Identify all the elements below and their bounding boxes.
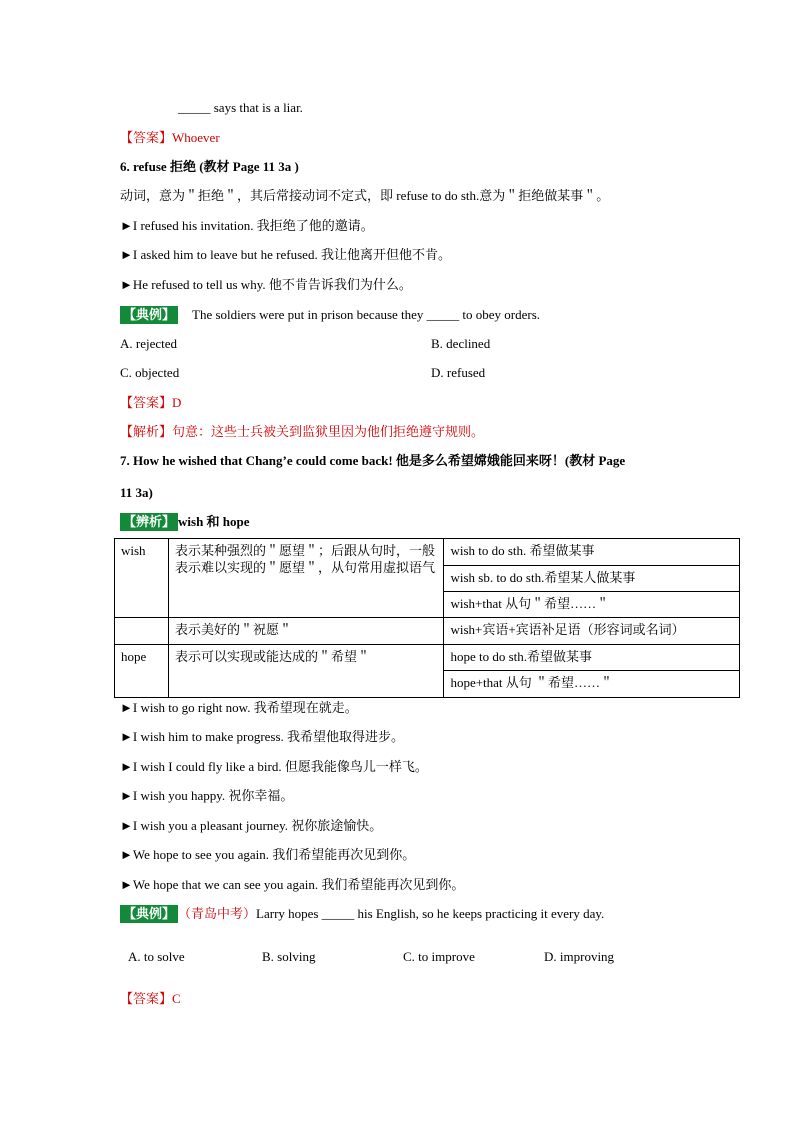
wish-desc-cell: 表示美好的＂祝愿＂ <box>168 618 444 645</box>
option-a: A. rejected <box>120 336 178 351</box>
example-sentence: ►We hope that we can see you again. 我们希望能再次见到你。 <box>120 877 465 892</box>
example-sentence: ►I refused his invitation. 我拒绝了他的邀请。 <box>120 218 374 233</box>
answer-tag: 【答案】 <box>120 991 173 1006</box>
usage-cell: hope+that 从句 ＂希望……＂ <box>444 671 740 698</box>
empty-cell <box>115 618 169 645</box>
option-a: A. to solve <box>128 949 185 964</box>
usage-cell: wish+宾语+宾语补足语（形容词或名词） <box>444 618 740 645</box>
answer-tag: 【答案】 <box>120 130 173 145</box>
usage-cell: wish+that 从句＂希望……＂ <box>444 592 740 618</box>
example-sentence: ►I wish to go right now. 我希望现在就走。 <box>120 700 358 715</box>
example-sentence: ►I wish him to make progress. 我希望他取得进步。 <box>120 729 405 744</box>
answer-line-6 <box>120 394 181 412</box>
wish-desc-cell: 表示某种强烈的＂愿望＂；后跟从句时，一般表示难以实现的＂愿望＂，从句常用虚拟语气 <box>168 539 444 618</box>
option-c: C. objected <box>120 365 180 380</box>
distinguish-line <box>120 513 250 531</box>
distinguish-title: wish 和 hope <box>178 514 250 529</box>
wish-word-cell: wish <box>115 539 169 618</box>
answer-line-7 <box>120 990 181 1008</box>
example-tag: 【典例】 <box>120 905 178 923</box>
section-6-explanation: 动词，意为＂拒绝＂，其后常接动词不定式，即 refuse to do sth.意为＂拒绝做某事＂。 <box>120 188 610 203</box>
answer-value: C <box>172 991 181 1006</box>
question-source: （青岛中考） <box>178 906 257 921</box>
section-7-heading-cont: 11 3a) <box>120 485 153 500</box>
question-text: Larry hopes _____ his English, so he keeps practicing it every day. <box>256 906 605 921</box>
distinguish-tag: 【辨析】 <box>120 513 178 531</box>
answer-value: Whoever <box>172 130 220 145</box>
example-question-6 <box>120 306 540 324</box>
question-text: The soldiers were put in prison because they _____ to obey orders. <box>192 307 541 322</box>
example-sentence: ►I asked him to leave but he refused. 我让他离开但他不肯。 <box>120 247 451 262</box>
option-d: D. improving <box>544 949 615 964</box>
example-sentence: ►I wish you happy. 祝你幸福。 <box>120 788 294 803</box>
example-sentence: ►I wish you a pleasant journey. 祝你旅途愉快。 <box>120 818 383 833</box>
usage-cell: wish sb. to do sth.希望某人做某事 <box>444 566 740 592</box>
example-sentence: ►We hope to see you again. 我们希望能再次见到你。 <box>120 847 416 862</box>
analysis-line-6 <box>120 423 484 441</box>
example-sentence: ►I wish I could fly like a bird. 但愿我能像鸟儿一样飞。 <box>120 759 428 774</box>
question-fill-line: _____ says that is a liar. <box>178 100 303 115</box>
option-c: C. to improve <box>403 949 475 964</box>
usage-cell: wish to do sth. 希望做某事 <box>444 539 740 566</box>
answer-value: D <box>172 395 182 410</box>
option-d: D. refused <box>431 365 486 380</box>
hope-word-cell: hope <box>115 645 169 698</box>
usage-cell: hope to do sth.希望做某事 <box>444 645 740 671</box>
option-b: B. declined <box>431 336 491 351</box>
answer-tag: 【答案】 <box>120 395 173 410</box>
example-tag: 【典例】 <box>120 306 178 324</box>
analysis-tag: 【解析】 <box>120 424 173 439</box>
wish-hope-table <box>114 538 740 698</box>
answer-line-1 <box>120 129 220 147</box>
option-b: B. solving <box>262 949 316 964</box>
section-7-heading: 7. How he wished that Chang’e could come back! 他是多么希望嫦娥能回来呀！(教材 Page <box>120 453 626 468</box>
hope-desc-cell: 表示可以实现或能达成的＂希望＂ <box>168 645 444 698</box>
section-6-heading: 6. refuse 拒绝 (教材 Page 11 3a ) <box>120 159 299 174</box>
analysis-text: 句意：这些士兵被关到监狱里因为他们拒绝遵守规则。 <box>172 424 485 439</box>
example-sentence: ►He refused to tell us why. 他不肯告诉我们为什么。 <box>120 277 412 292</box>
example-question-7 <box>120 905 604 923</box>
